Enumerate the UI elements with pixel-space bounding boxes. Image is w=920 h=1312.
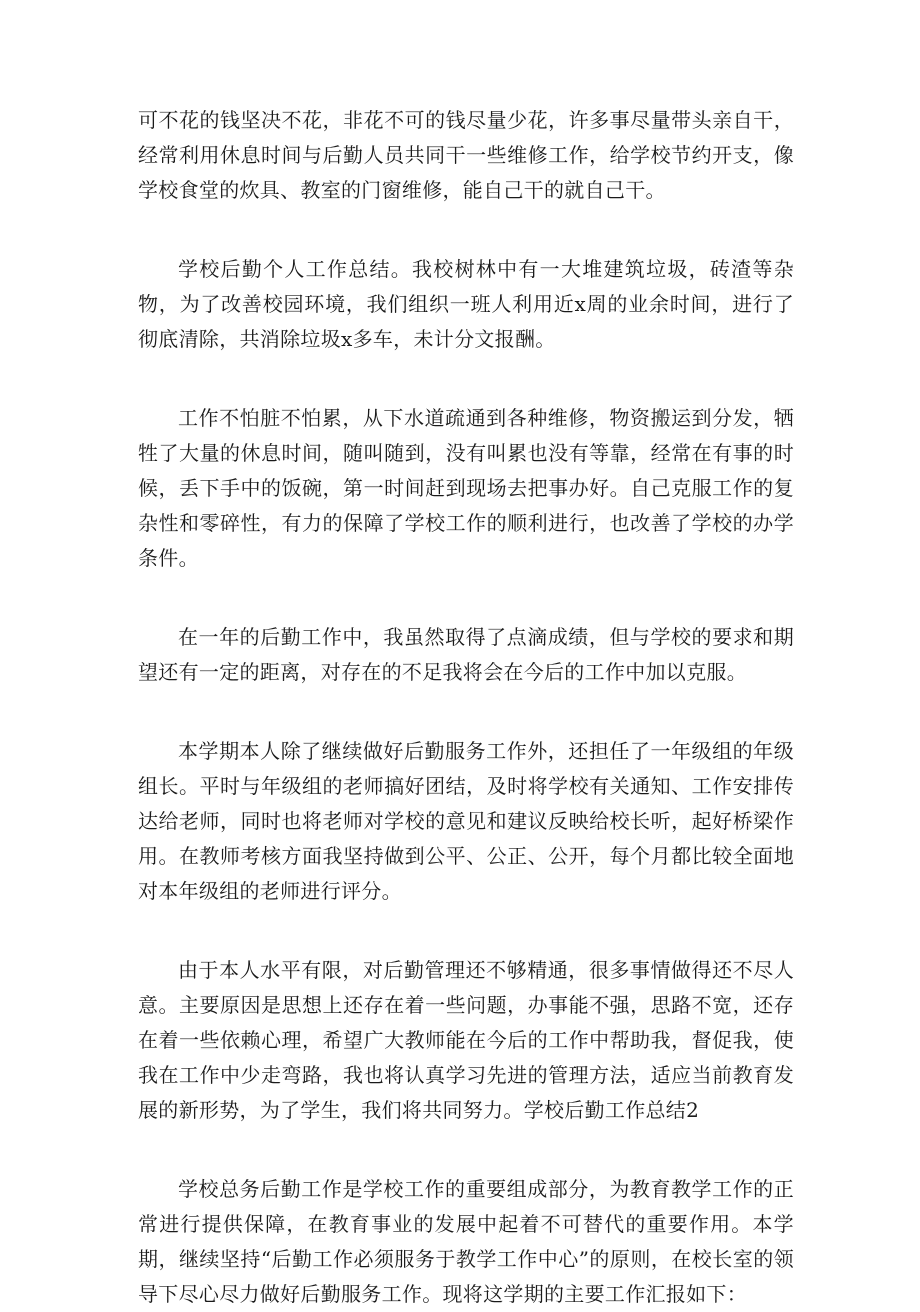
paragraph-6: 由于本人水平有限，对后勤管理还不够精通，很多事情做得还不尽人意。主要原因是思想上还存在着一些问题，办事能不强，思路不宽，还存在着一些依赖心理，希望广大教师能在今后的工作中帮助我，督促我，使我在工作中少走弯路，我也将认真学习先进的管理方法，适应当前教育发展的新形势，为了学生，我们将共同努力。学校后勤工作总结2 [138,958,794,1122]
paragraph-7: 学校总务后勤工作是学校工作的重要组成部分，为教育教学工作的正常进行提供保障，在教育事业的发展中起着不可替代的重要作用。本学期，继续坚持“后勤工作必须服务于教学工作中心”的原则，在校长室的领导下尽心尽力做好后勤服务工作。现将这学期的主要工作汇报如下： [138,1177,794,1306]
paragraph-2: 学校后勤个人工作总结。我校树林中有一大堆建筑垃圾，砖渣等杂物，为了改善校园环境，我们组织一班人利用近x周的业余时间，进行了彻底清除，共消除垃圾x多车，未计分文报酬。 [138,257,794,351]
paragraph-5: 本学期本人除了继续做好后勤服务工作外，还担任了一年级组的年级组长。平时与年级组的老师搞好团结，及时将学校有关通知、工作安排传达给老师，同时也将老师对学校的意见和建议反映给校长听，起好桥梁作用。在教师考核方面我坚持做到公平、公正、公开，每个月都比较全面地对本年级组的老师进行评分。 [138,739,794,903]
document-body [138,103,794,1312]
paragraph-4: 在一年的后勤工作中，我虽然取得了点滴成绩，但与学校的要求和期望还有一定的距离，对存在的不足我将会在今后的工作中加以克服。 [138,625,794,684]
paragraph-1: 可不花的钱坚决不花，非花不可的钱尽量少花，许多事尽量带头亲自干，经常利用休息时间与后勤人员共同干一些维修工作，给学校节约开支，像学校食堂的炊具、教室的门窗维修，能自己干的就自己干。 [138,108,794,202]
paragraph-3: 工作不怕脏不怕累，从下水道疏通到各种维修，物资搬运到分发，牺牲了大量的休息时间，随叫随到，没有叫累也没有等靠，经常在有事的时候，丢下手中的饭碗，第一时间赶到现场去把事办好。自己克服工作的复杂性和零碎性，有力的保障了学校工作的顺利进行，也改善了学校的办学条件。 [138,406,794,570]
